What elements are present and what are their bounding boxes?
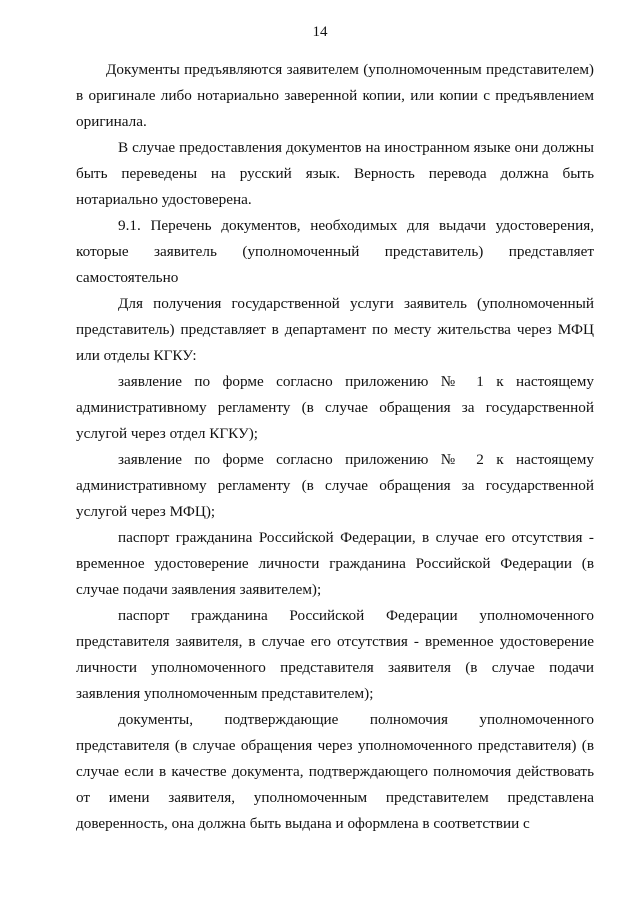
- paragraph-service-application: Для получения государственной услуги заявитель (уполномоченный представитель) представляет в департамент по месту жительства через МФЦ или отделы КГКУ:: [76, 295, 594, 364]
- page-number: 14: [312, 24, 328, 40]
- list-item-representative-passport: паспорт гражданина Российской Федерации уполномоченного представителя заявителя, в случае его отсутствия - временное удостоверение личности уполномоченного представителя заявителя (в случае подачи заявления уполномоченным представителем);: [76, 607, 594, 702]
- list-item-applicant-passport: паспорт гражданина Российской Федерации, в случае его отсутствия - временное удостоверение личности гражданина Российской Федерации (в случае подачи заявления заявителем);: [76, 529, 594, 598]
- document-body: [76, 57, 594, 837]
- paragraph-foreign-language: В случае предоставления документов на иностранном языке они должны быть переведены на русский язык. Верность перевода должна быть нотариально удостоверена.: [76, 139, 594, 208]
- paragraph-documents-presentation: Документы предъявляются заявителем (уполномоченным представителем) в оригинале либо нотариально заверенной копии, или копии с предъявлением оригинала.: [76, 61, 594, 130]
- paragraph-section-9-1: 9.1. Перечень документов, необходимых для выдачи удостоверения, которые заявитель (уполномоченный представитель) представляет самостоятельно: [76, 217, 594, 286]
- list-item-application-kgku: заявление по форме согласно приложению № 1 к настоящему административному регламенту (в случае обращения за государственной услугой через отдел КГКУ);: [76, 373, 594, 442]
- list-item-authority-documents: документы, подтверждающие полномочия уполномоченного представителя (в случае обращения через уполномоченного представителя) (в случае если в качестве документа, подтверждающего полномочия действовать от имени заявителя, уполномоченным представителем представлена доверенность, она должна быть выдана и оформлена в соответствии с: [76, 711, 594, 832]
- list-item-application-mfc: заявление по форме согласно приложению № 2 к настоящему административному регламенту (в случае обращения за государственной услугой через МФЦ);: [76, 451, 594, 520]
